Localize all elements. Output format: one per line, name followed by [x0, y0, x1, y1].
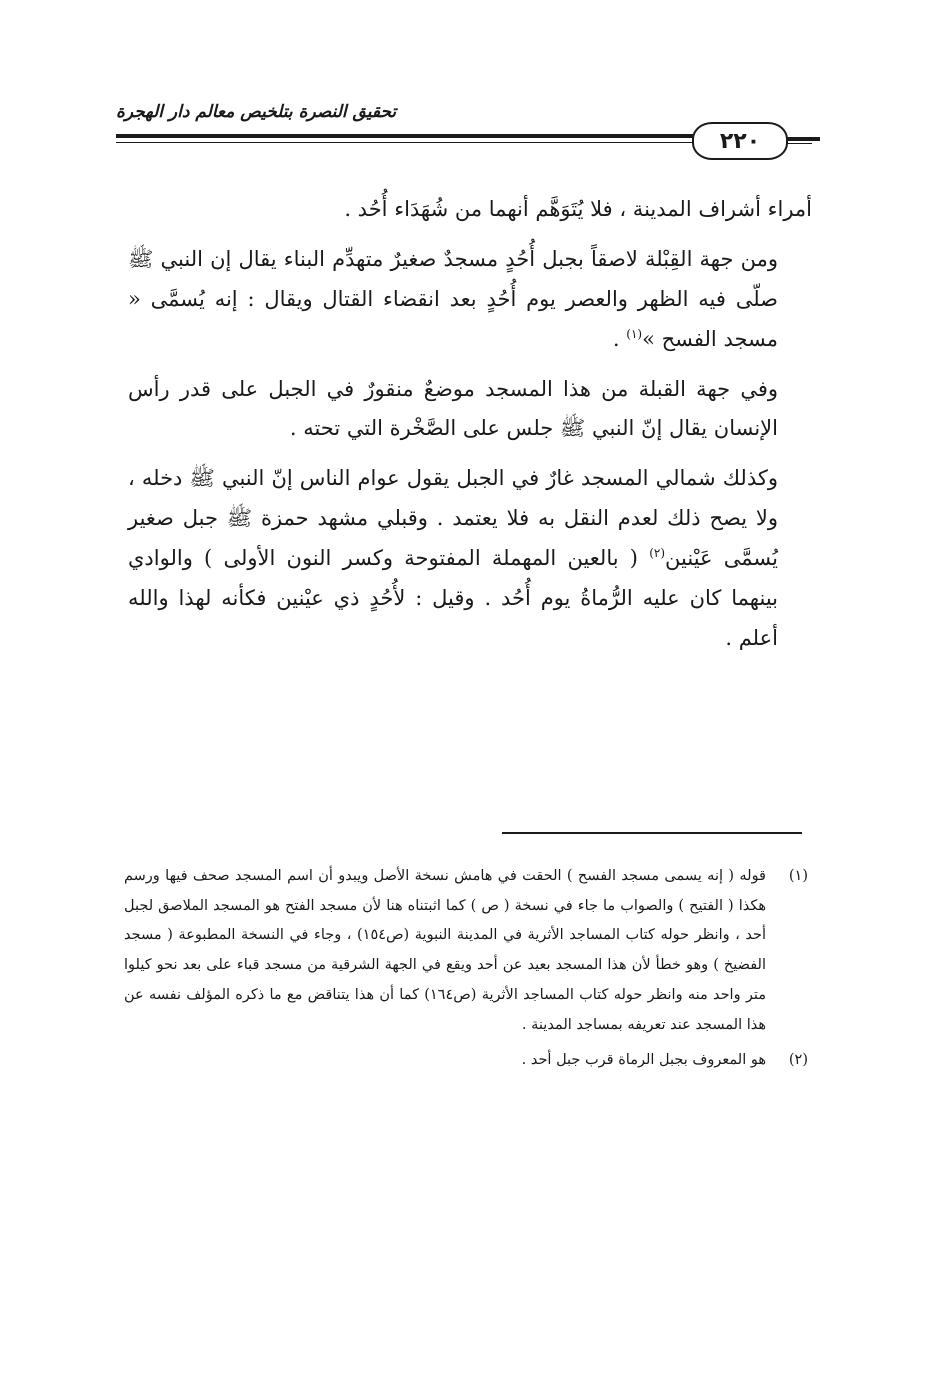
page-number: ٢٢٠ [692, 122, 788, 160]
footnote-text: قوله ( إنه يسمى مسجد الفسح ) الحقت في هامش نسخة الأصل ويبدو أن اسم المسجد صحف فيها ورسم هكذا ( الفتيح ) والصواب ما جاء في نسخة ( ص ) كما اثبتناه هنا لأن مسجد الفتح هو المسجد الملاصق لجبل أحد ، وانظر حوله كتاب المساجد الأثرية في المدينة النبوية (ص١٥٤) ، وجاء في النسخة المطبوعة ( مسجد الفضيخ ) وهو خطأ لأن هذا المسجد بعيد عن أحد ويقع في الجهة الشرقية من مسجد قباء على بعد نحو كيلوا متر واحد منه وانظر حوله كتاب المساجد الأثرية (ص١٦٤) كما أن هذا يتناقض مع ما ذكره المؤلف نفسه عن هذا المسجد عند تعريفه بمساجد المدينة . [124, 868, 766, 1033]
paragraph [128, 459, 812, 658]
header-rule-thin [116, 142, 706, 143]
paragraph-text: ( بالعين المهملة المفتوحة وكسر النون الأولى ) والوادي بينهما كان عليه الرُّماةُ يوم أُحُد . وقيل : لأُحُدٍ ذي عيْنين فكأنه لهذا والله أعلم . [128, 546, 778, 650]
footnote-number: (١) [788, 868, 808, 884]
paragraph: ومن جهة القِبْلة لاصقاً بجبل أُحُدٍ مسجدٌ صغيرٌ متهدِّم البناء يقال إن النبي ﷺ صلّى فيه الظهر والعصر يوم أُحُدٍ بعد انقضاء القتال ويقال : إنه يُسمَّى « مسجد الفسح »$^{(١)}$ . [128, 246, 778, 351]
footnote [124, 1046, 808, 1076]
footnotes [124, 862, 808, 1082]
paragraph: أمراء أشراف المدينة ، فلا يُتَوَهَّم أنهما من شُهَدَاء أُحُد . [344, 197, 812, 221]
footnote-text: هو المعروف بجبل الرماة قرب جبل أحد . [521, 1052, 766, 1069]
footnote-ref: (١) [626, 326, 643, 341]
header-rule-thick [116, 134, 706, 138]
paragraph: وفي جهة القبلة من هذا المسجد موضعٌ منقورٌ في الجبل على قدر رأس الإنسان يقال إنّ النبي ﷺ جلس على الصَّخْرة التي تحته . [128, 376, 778, 441]
page-header [110, 96, 810, 156]
main-text [128, 190, 812, 659]
running-title: تحقيق النصرة بتلخيص معالم دار الهجرة [116, 102, 397, 122]
footnote [124, 862, 808, 1040]
footnote-separator [502, 832, 802, 834]
footnote-ref: (٢) [649, 546, 666, 561]
paragraph-text: وكذلك شمالي المسجد غارٌ في الجبل يقول عوام الناس إنّ النبي ﷺ دخله ، ولا يصح ذلك لعدم النقل به فلا يعتمد . وقبلي مشهد حمزة ﷺ جبل صغير يُسمَّى عَيْنين [128, 466, 778, 571]
paragraph-text: ومن جهة القِبْلة لاصقاً بجبل أُحُدٍ مسجدٌ صغيرٌ متهدِّم البناء يقال إن النبي ﷺ صلّى فيه الظهر والعصر يوم أُحُدٍ بعد انقضاء القتال ويقال : إنه يُسمَّى « مسجد الفسح » [128, 246, 778, 351]
page-number-tail-thin [784, 143, 812, 144]
footnote-number: (٢) [788, 1052, 808, 1069]
page-number-tail [784, 137, 820, 141]
